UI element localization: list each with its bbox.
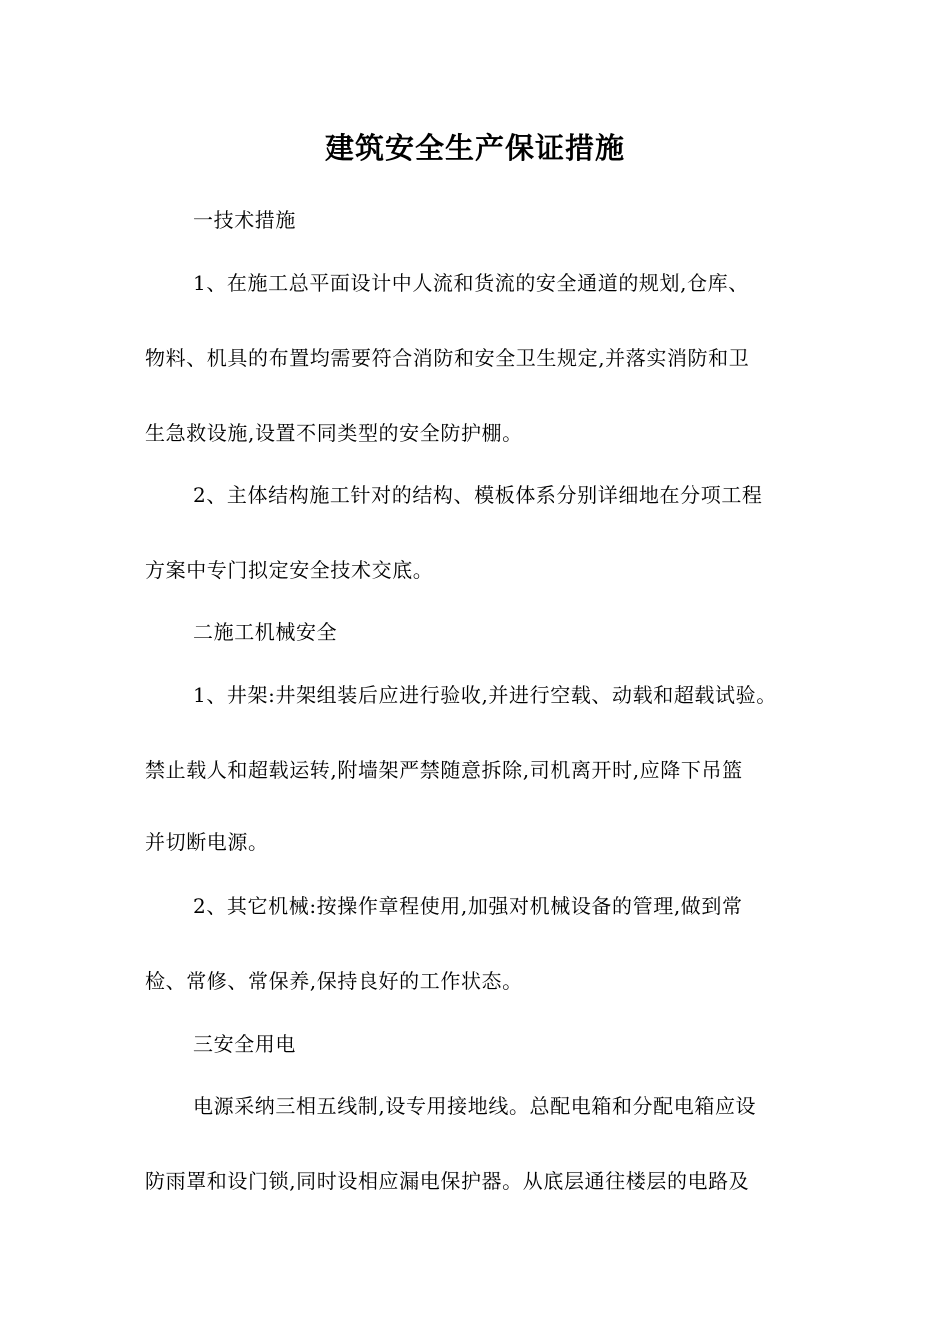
section-heading-electricity: 三安全用电 bbox=[193, 1032, 296, 1056]
paragraph-line: 电源采纳三相五线制,设专用接地线。总配电箱和分配电箱应设 bbox=[193, 1094, 757, 1118]
section-heading-machinery: 二施工机械安全 bbox=[193, 620, 338, 644]
paragraph-line: 防雨罩和设门锁,同时设相应漏电保护器。从底层通往楼层的电路及 bbox=[145, 1169, 750, 1193]
paragraph-line: 1、井架:井架组装后应进行验收,并进行空载、动载和超载试验。 bbox=[193, 683, 777, 707]
paragraph-line: 生急救设施,设置不同类型的安全防护棚。 bbox=[145, 421, 523, 445]
section-heading-technical: 一技术措施 bbox=[193, 208, 296, 232]
paragraph-line: 方案中专门拟定安全技术交底。 bbox=[145, 558, 434, 582]
paragraph-line: 物料、机具的布置均需要符合消防和安全卫生规定,并落实消防和卫 bbox=[145, 346, 750, 370]
paragraph-line: 并切断电源。 bbox=[145, 830, 269, 854]
paragraph-line: 2、主体结构施工针对的结构、模板体系分别详细地在分项工程 bbox=[193, 483, 763, 507]
paragraph-line: 检、常修、常保养,保持良好的工作状态。 bbox=[145, 969, 523, 993]
paragraph-line: 禁止载人和超载运转,附墙架严禁随意拆除,司机离开时,应降下吊篮 bbox=[145, 758, 743, 782]
paragraph-line: 2、其它机械:按操作章程使用,加强对机械设备的管理,做到常 bbox=[193, 894, 743, 918]
document-title: 建筑安全生产保证措施 bbox=[324, 131, 625, 165]
paragraph-line: 1、在施工总平面设计中人流和货流的安全通道的规划,仓库、 bbox=[193, 271, 749, 295]
